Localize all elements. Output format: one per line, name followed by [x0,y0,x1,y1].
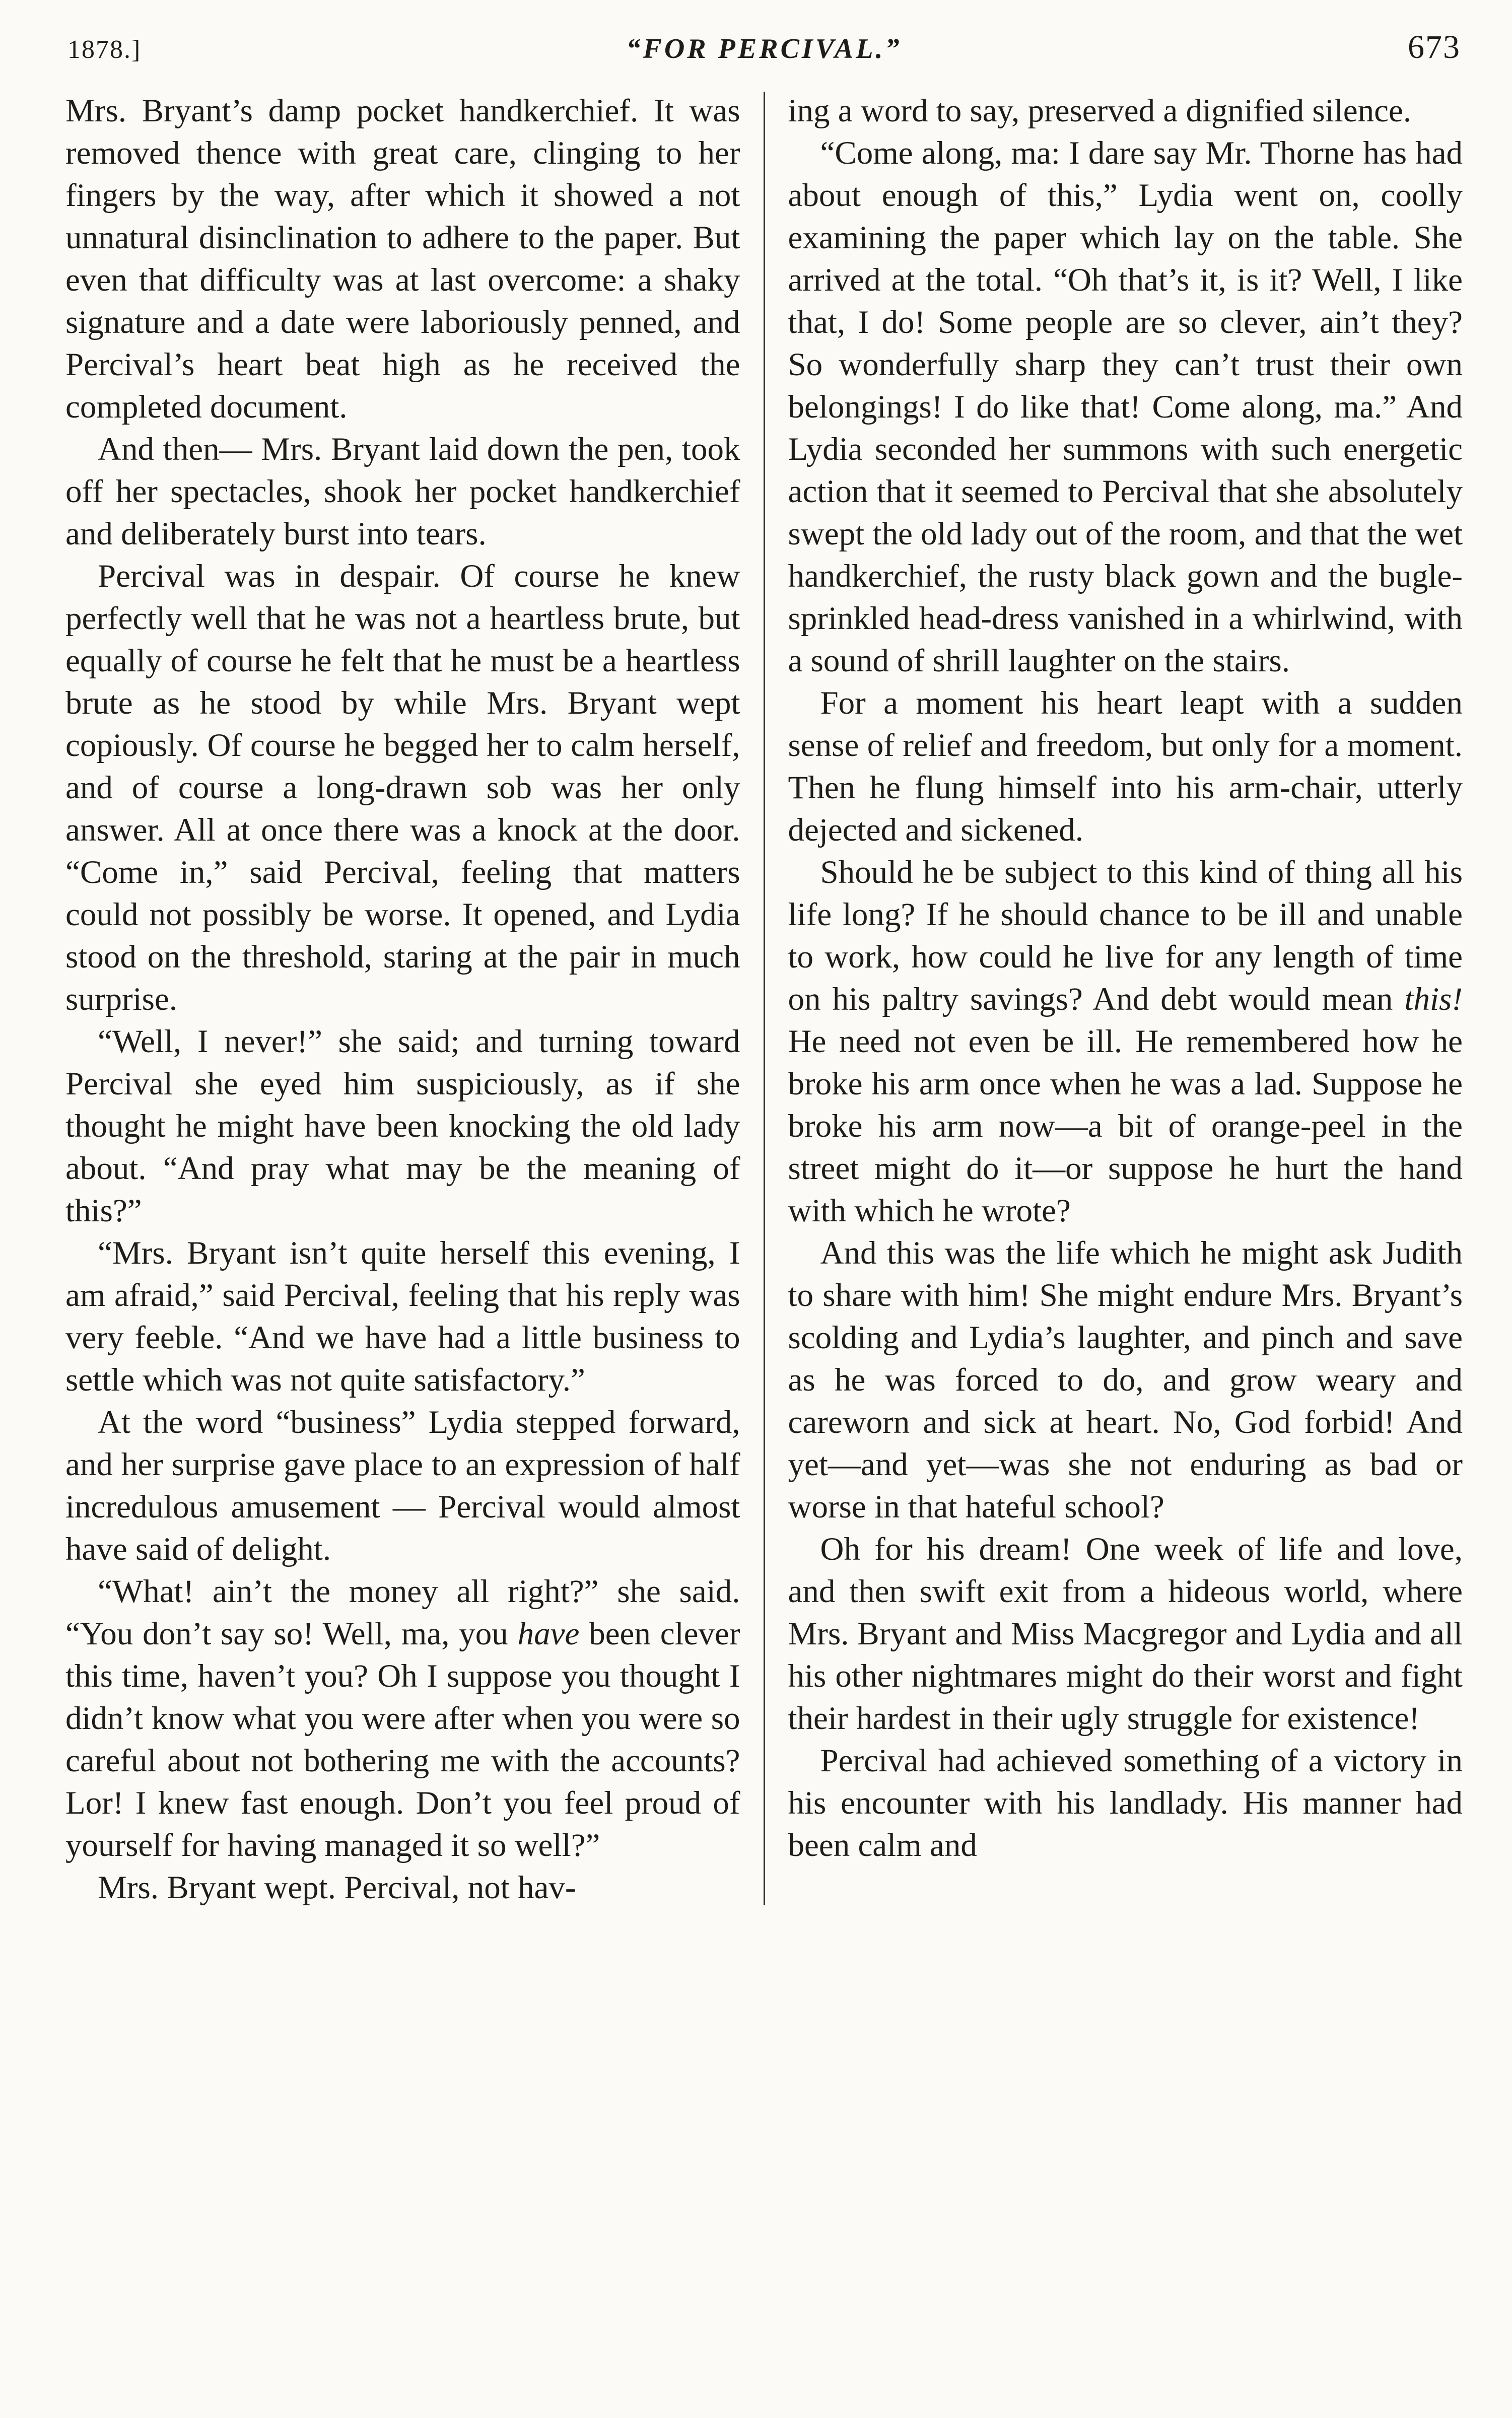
body-text: At the word “business” Lydia stepped forward, and her surprise gave place to an expression of half incredulous amusement — Percival would almost have said of delight. [65,1404,740,1567]
paragraph [65,1020,740,1232]
body-text: Mrs. Bryant wept. Percival, not hav- [98,1870,576,1906]
body-text: He need not even be ill. He remembered how he broke his arm once when he was a lad. Suppose he broke his arm now—a bit of orange-peel in the street might do it—or suppose he hurt the hand with which he wrote? [788,1023,1463,1229]
page-header [67,28,1461,66]
paragraph [65,555,740,1020]
body-text: Should he be subject to this kind of thing all his life long? If he should chance to be ill and unable to work, how could he live for any length of time on his paltry savings? And debt would mean [788,854,1463,1017]
body-text: And then— Mrs. Bryant laid down the pen, took off her spectacles, shook her pocket handkerchief and deliberately burst into tears. [65,431,740,552]
body-text: For a moment his heart leapt with a sudden sense of relief and freedom, but only for a moment. Then he flung himself into his arm-chair, utterly dejected and sickened. [788,685,1463,848]
body-text: Oh for his dream! One week of life and love, and then swift exit from a hideous world, where Mrs. Bryant and Miss Macgregor and Lydia and all his other nightmares might do their worst and fight their hardest in their ugly struggle for existence! [788,1531,1463,1737]
paragraph [65,90,740,428]
body-text: ing a word to say, preserved a dignified silence. [788,93,1412,129]
running-title: “FOR PERCIVAL.” [626,33,902,64]
body-text: And this was the life which he might ask Judith to share with him! She might endure Mrs. Bryant’s scolding and Lydia’s laughter, and pinch and save as he was forced to do, and grow weary and careworn and sick at heart. No, God forbid! And yet—and yet—was she not enduring as bad or worse in that hateful school? [788,1235,1463,1525]
body-text: “What! ain’t the money all right?” she said. “You don’t say so! Well, ma, you [65,1573,740,1652]
paragraph [65,1401,740,1570]
emphasized-text: have [517,1616,580,1652]
column-divider [764,92,765,1905]
header-year: 1878.] [67,35,142,64]
page-number: 673 [1408,29,1461,65]
paragraph [65,1232,740,1401]
paragraph [788,682,1463,851]
paragraph [65,1570,740,1867]
paragraph [65,428,740,555]
paragraph [788,132,1463,682]
body-text: “Well, I never!” she said; and turning toward Percival she eyed him suspiciously, as if she thought he might have been knocking the old lady about. “And pray what may be the meaning of this?” [65,1023,740,1229]
text-columns [65,90,1463,1909]
paragraph [788,1232,1463,1528]
paragraph [788,90,1463,132]
emphasized-text: this! [1404,981,1463,1017]
paragraph [788,851,1463,1232]
body-text: Percival was in despair. Of course he knew perfectly well that he was not a heartless brute, but equally of course he felt that he must be a heartless brute as he stood by while Mrs. Bryant wept copiously. Of course he begged her to calm herself, and of course a long-drawn sob was her only answer. All at once there was a knock at the door. “Come in,” said Percival, feeling that matters could not possibly be worse. It opened, and Lydia stood on the threshold, staring at the pair in much surprise. [65,558,740,1017]
body-text: “Mrs. Bryant isn’t quite herself this evening, I am afraid,” said Percival, feeling that his reply was very feeble. “And we have had a little business to settle which was not quite satisfactory.” [65,1235,740,1398]
body-text: “Come along, ma: I dare say Mr. Thorne has had about enough of this,” Lydia went on, coolly examining the paper which lay on the table. She arrived at the total. “Oh that’s it, is it? Well, I like that, I do! Some people are so clever, ain’t they? So wonderfully sharp they can’t trust their own belongings! I do like that! Come along, ma.” And Lydia seconded her summons with such energetic action that it seemed to Percival that she absolutely swept the old lady out of the room, and that the wet handkerchief, the rusty black gown and the bugle-sprinkled head-dress vanished in a whirlwind, with a sound of shrill laughter on the stairs. [788,135,1463,679]
right-column [788,90,1463,1909]
paragraph [788,1740,1463,1867]
body-text: Mrs. Bryant’s damp pocket handkerchief. It was removed thence with great care, clinging to her fingers by the way, after which it showed a not unnatural disinclination to adhere to the paper. But even that difficulty was at last overcome: a shaky signature and a date were laboriously penned, and Percival’s heart beat high as he received the completed document. [65,93,740,425]
body-text: been clever this time, haven’t you? Oh I suppose you thought I didn’t know what you were after when you were so careful about not bothering me with the accounts? Lor! I knew fast enough. Don’t you feel proud of yourself for having managed it so well?” [65,1616,740,1863]
paragraph [65,1867,740,1909]
paragraph [788,1528,1463,1740]
left-column [65,90,740,1909]
body-text: Percival had achieved something of a victory in his encounter with his landlady. His manner had been calm and [788,1743,1463,1863]
